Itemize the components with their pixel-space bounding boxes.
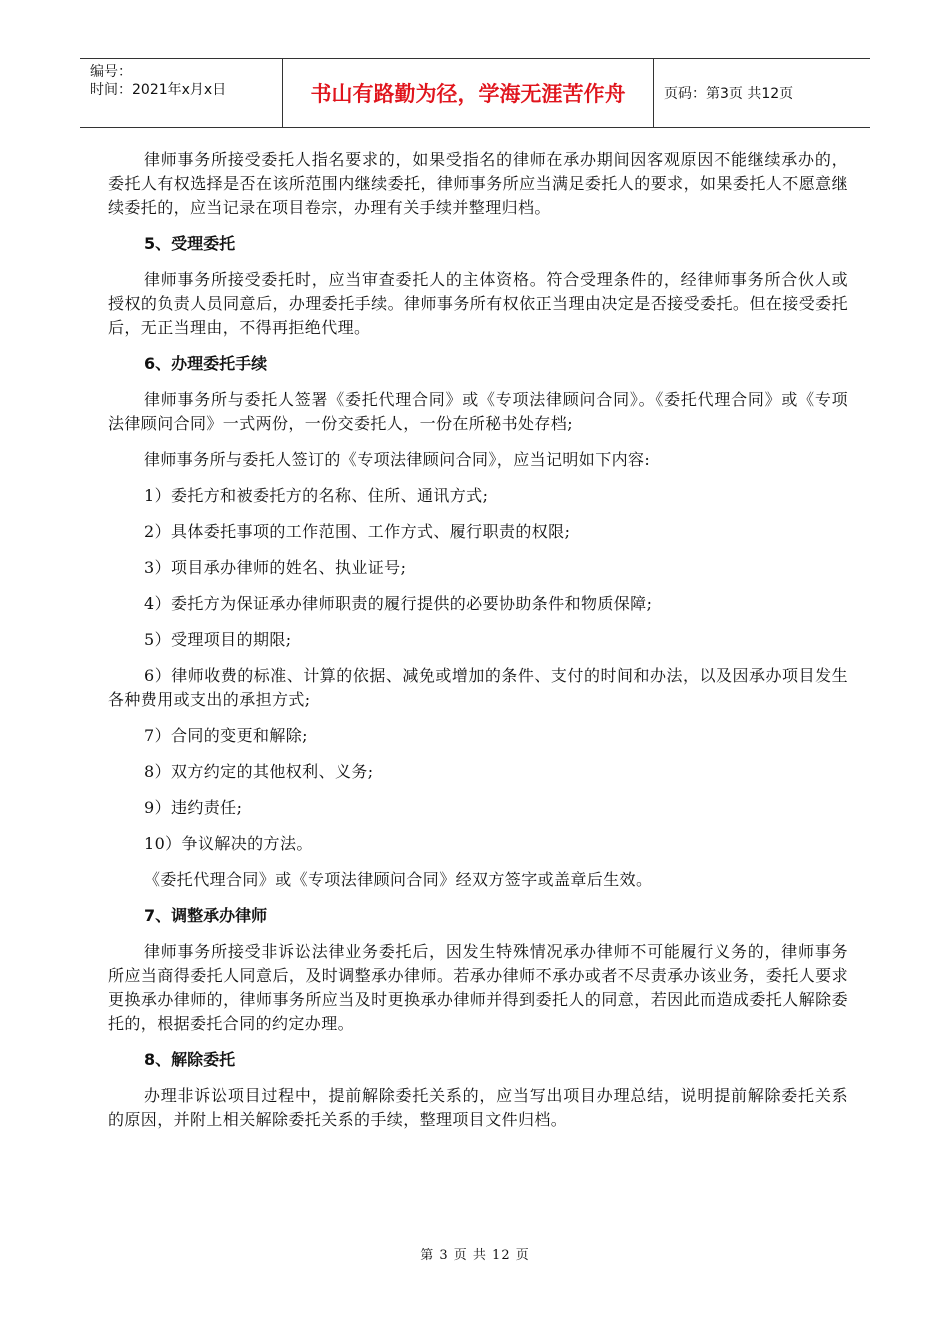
header-page-label: 页码：第3页 共12页 <box>664 86 794 102</box>
section-heading: 6、办理委托手续 <box>144 354 268 373</box>
section-heading: 7、调整承办律师 <box>144 906 268 925</box>
list-item: 2）具体委托事项的工作范围、工作方式、履行职责的权限; <box>144 522 571 541</box>
header-motto: 书山有路勤为径，学海无涯苦作舟 <box>282 59 654 127</box>
list-item: 1）委托方和被委托方的名称、住所、通讯方式; <box>144 486 489 505</box>
paragraph: 律师事务所接受委托人指名要求的，如果受指名的律师在承办期间因客观原因不能继续承办的，委托人有权选择是否在该所范围内继续委托，律师事务所应当满足委托人的要求，如果委托人不愿意继续委托的，应当记录在项目卷宗，办理有关手续并整理归档。 <box>108 150 848 217</box>
page-header <box>80 58 870 128</box>
document-body <box>108 148 848 1144</box>
list-item: 8）双方约定的其他权利、义务; <box>144 762 374 781</box>
paragraph: 律师事务所接受非诉讼法律业务委托后，因发生特殊情况承办律师不可能履行义务的，律师事务所应当商得委托人同意后，及时调整承办律师。若承办律师不承办或者不尽责承办该业务，委托人要求更换承办律师的，律师事务所应当及时更换承办律师并得到委托人的同意，若因此而造成委托人解除委托的，根据委托合同的约定办理。 <box>108 942 848 1033</box>
paragraph: 律师事务所与委托人签订的《专项法律顾问合同》，应当记明如下内容: <box>144 450 651 469</box>
header-meta <box>80 59 282 127</box>
list-item: 10）争议解决的方法。 <box>144 834 313 853</box>
paragraph: 律师事务所与委托人签署《委托代理合同》或《专项法律顾问合同》。《委托代理合同》或《专项法律顾问合同》一式两份，一份交委托人，一份在所秘书处存档; <box>108 390 848 433</box>
list-item: 9）违约责任; <box>144 798 243 817</box>
paragraph: 《委托代理合同》或《专项法律顾问合同》经双方签字或盖章后生效。 <box>144 870 653 889</box>
paragraph: 办理非诉讼项目过程中，提前解除委托关系的，应当写出项目办理总结，说明提前解除委托关系的原因，并附上相关解除委托关系的手续，整理项目文件归档。 <box>108 1086 848 1129</box>
list-item: 5）受理项目的期限; <box>144 630 292 649</box>
list-item: 6）律师收费的标准、计算的依据、减免或增加的条件、支付的时间和办法，以及因承办项目发生各种费用或支出的承担方式; <box>108 666 848 709</box>
document-time-label: 时间：2021年x月x日 <box>90 82 227 98</box>
section-heading: 5、受理委托 <box>144 234 236 253</box>
section-heading: 8、解除委托 <box>144 1050 236 1069</box>
list-item: 4）委托方为保证承办律师职责的履行提供的必要协助条件和物质保障; <box>144 594 653 613</box>
list-item: 3）项目承办律师的姓名、执业证号; <box>144 558 407 577</box>
list-item: 7）合同的变更和解除; <box>144 726 308 745</box>
paragraph: 律师事务所接受委托时，应当审查委托人的主体资格。符合受理条件的，经律师事务所合伙人或授权的负责人员同意后，办理委托手续。律师事务所有权依正当理由决定是否接受委托。但在接受委托后，无正当理由，不得再拒绝代理。 <box>108 270 848 337</box>
document-number-label: 编号： <box>90 64 132 80</box>
page-footer: 第 3 页 共 12 页 <box>420 1248 530 1263</box>
